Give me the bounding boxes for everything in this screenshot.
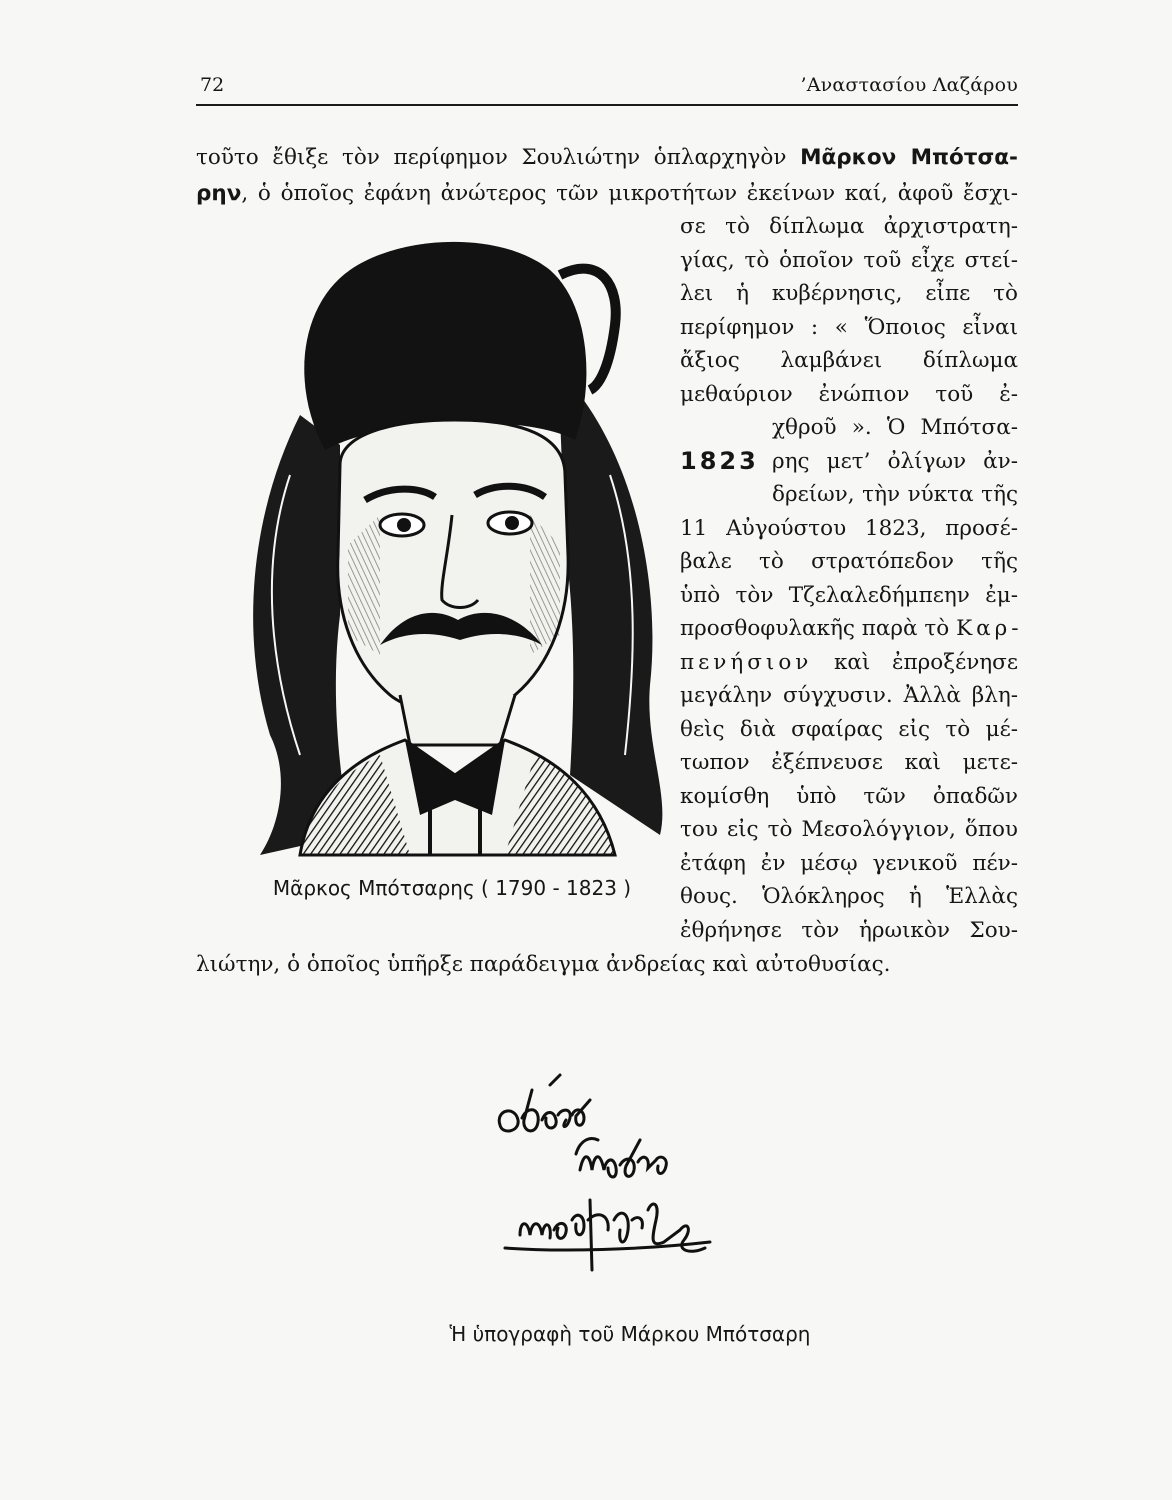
- body-line-8: μεθαύριον ἐνώπιον τοῦ ἐ-: [680, 382, 1018, 407]
- body-line-1: τοῦτο ἔθιξε τὸν περίφημον Σουλιώτην ὁπλαρχηγὸν Μᾶρκον Μπότσα-: [196, 145, 1018, 170]
- body-line-10: ρης μετ’ ὀλίγων ἀν-: [772, 449, 1018, 474]
- body-line-5: λει ἡ κυβέρνησις, εἶπε τὸ: [680, 281, 1018, 306]
- page-number: 72: [200, 74, 225, 96]
- handwritten-signature: [480, 1070, 720, 1285]
- header-rule: [196, 104, 1018, 106]
- body-line-3: σε τὸ δίπλωμα ἀρχιστρατη-: [680, 214, 1018, 239]
- body-line-9: χθροῦ ». Ὁ Μπότσα-: [772, 415, 1018, 440]
- body-line-15: προσθοφυλακῆς παρὰ τὸ Καρ-: [680, 616, 1023, 641]
- signature-caption: Ἡ ὑπογραφὴ τοῦ Μάρκου Μπότσαρη: [449, 1322, 811, 1346]
- running-title: ’Αναστασίου Λαζάρου: [800, 74, 1018, 96]
- body-line-19: τωπον ἐξέπνευσε καὶ μετε-: [680, 750, 1018, 775]
- body-line-4: γίας, τὸ ὁποῖον τοῦ εἶχε στεί-: [680, 248, 1018, 273]
- body-line-22: ἐτάφη ἐν μέσῳ γενικοῦ πέν-: [680, 851, 1018, 876]
- body-line-23: θους. Ὁλόκληρος ἡ Ἑλλὰς: [680, 884, 1018, 909]
- body-line-6: περίφημον : « Ὅποιος εἶναι: [680, 315, 1018, 340]
- portrait-caption: Μᾶρκος Μπότσαρης ( 1790 - 1823 ): [272, 876, 632, 900]
- body-line-7: ἄξιος λαμβάνει δίπλωμα: [680, 348, 1018, 373]
- body-line-14: ὑπὸ τὸν Τζελαλεδήμπεην ἐμ-: [680, 583, 1018, 608]
- body-line-18: θεὶς διὰ σφαίρας εἰς τὸ μέ-: [680, 717, 1018, 742]
- spaced-place-name: Καρ-: [956, 616, 1023, 641]
- body-line-13: βαλε τὸ στρατόπεδον τῆς: [680, 549, 1018, 574]
- spaced-place-name-end: πενήσιον: [680, 650, 813, 675]
- body-line-16: πενήσιον καὶ ἐπροξένησε: [680, 650, 1018, 675]
- body-line-21: του εἰς τὸ Μεσολόγγιον, ὅπου: [680, 817, 1018, 842]
- body-line-20: κομίσθη ὑπὸ τῶν ὀπαδῶν: [680, 784, 1018, 809]
- body-line-24: ἐθρήνησε τὸν ἡρωικὸν Σου-: [680, 918, 1018, 943]
- body-line-17: μεγάλην σύγχυσιν. Ἀλλὰ βλη-: [680, 683, 1018, 708]
- body-line-25: λιώτην, ὁ ὁποῖος ὑπῆρξε παράδειγμα ἀνδρείας καὶ αὐτοθυσίας.: [196, 952, 891, 977]
- portrait-illustration: [230, 215, 680, 875]
- margin-year: 1823: [680, 447, 759, 475]
- bold-name-end: ρην: [196, 181, 242, 206]
- body-line-11: δρείων, τὴν νύκτα τῆς: [772, 482, 1018, 507]
- body-line-12: 11 Αὐγούστου 1823, προσέ-: [680, 516, 1018, 541]
- body-line-2: ρην, ὁ ὁποῖος ἐφάνη ἀνώτερος τῶν μικροτήτων ἐκείνων καί, ἀφοῦ ἔσχι-: [196, 181, 1018, 206]
- bold-name: Μᾶρκον Μπότσα-: [800, 145, 1018, 170]
